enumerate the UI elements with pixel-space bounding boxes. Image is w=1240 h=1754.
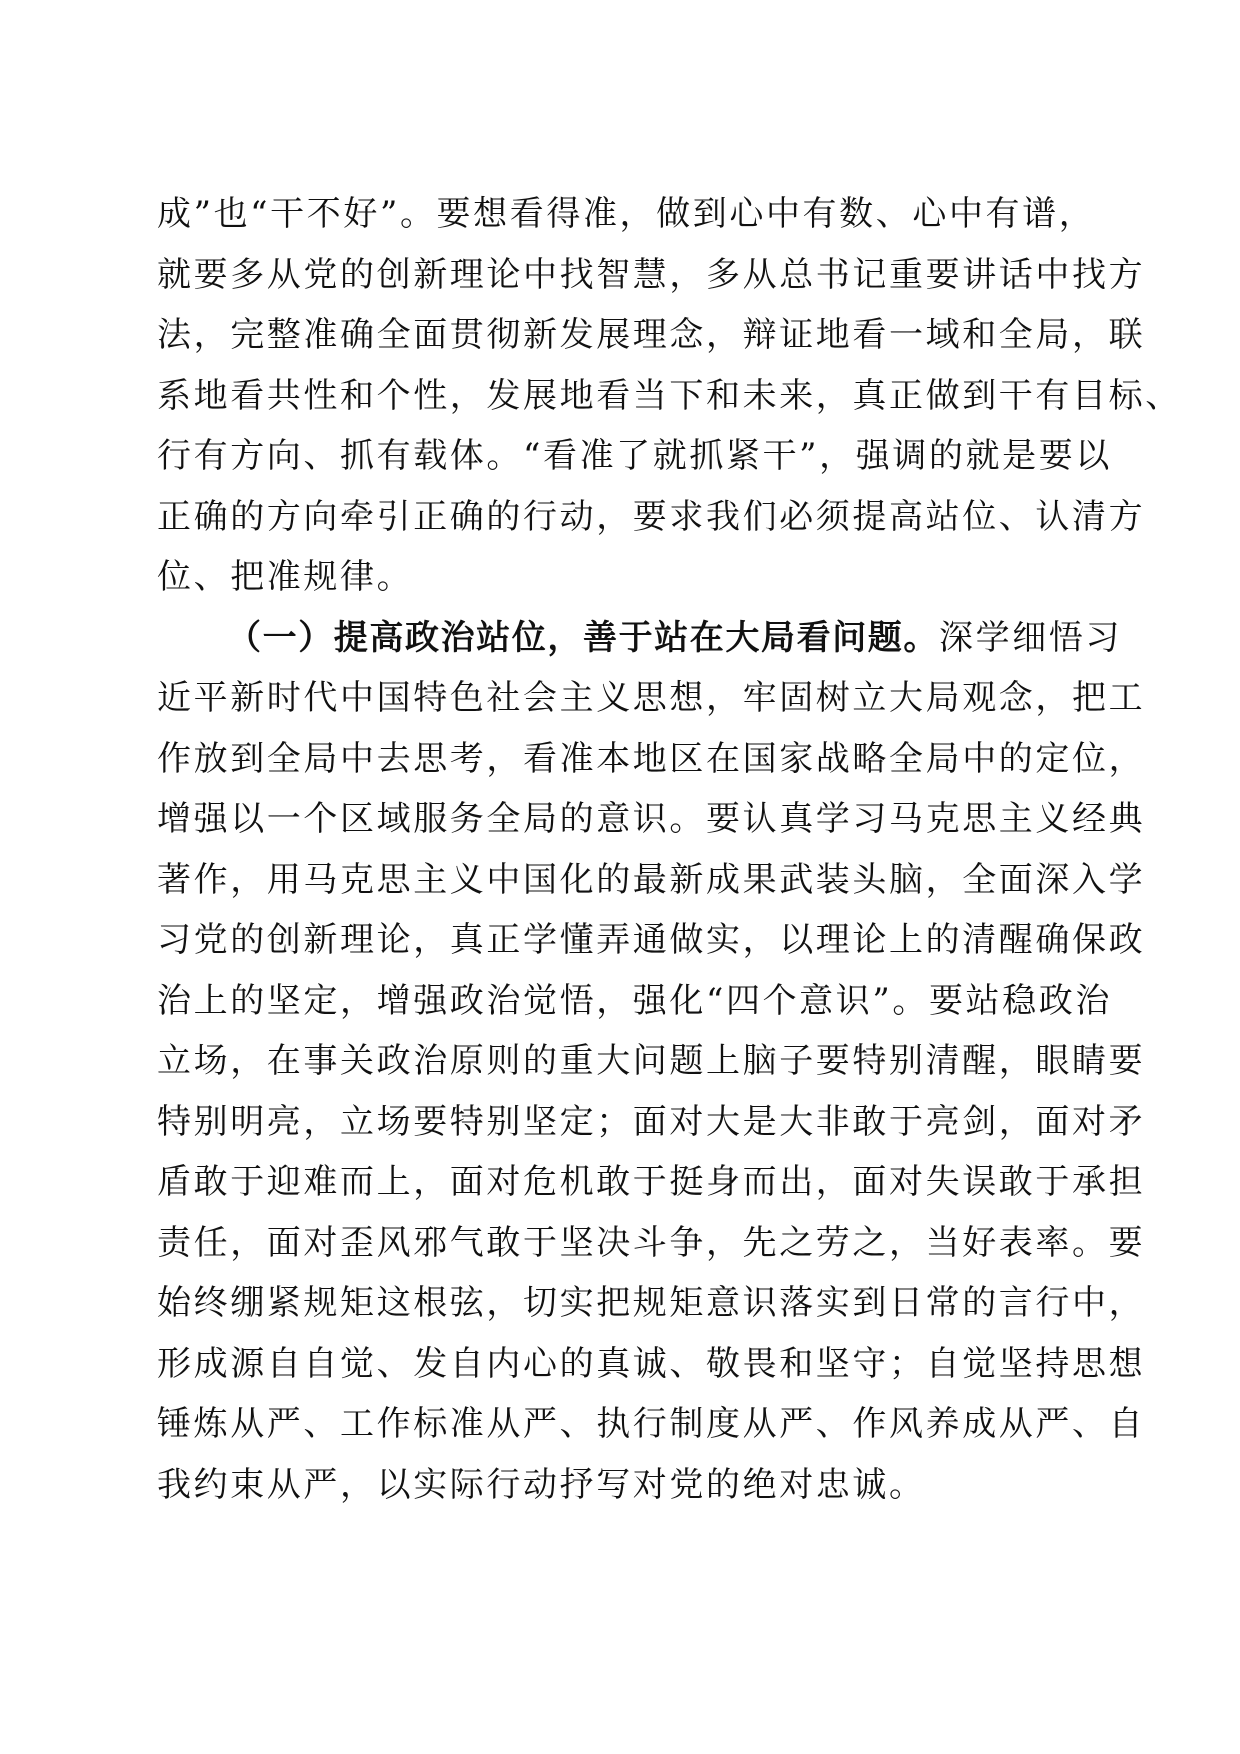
text-line: 盾敢于迎难而上，面对危机敢于挺身而出，面对失误敢于承担 [157,1162,1146,1202]
text-line: 责任，面对歪风邪气敢于坚决斗争，先之劳之，当好表率。要 [157,1222,1146,1263]
section-heading: （一）提高政治站位，善于站在大局看问题。 [227,617,939,658]
text-line: 治上的坚定，增强政治觉悟，强化“四个意识”。要站稳政治 [157,980,1112,1021]
text-line: 锤炼从严、工作标准从严、执行制度从严、作风养成从严、自 [157,1404,1146,1444]
paragraph-2 [157,608,1146,1516]
text-line: 增强以一个区域服务全局的意识。要认真学习马克思主义经典 [157,799,1146,839]
text-line: 法，完整准确全面贯彻新发展理念，辩证地看一域和全局，联 [157,315,1146,355]
section-first-line [157,608,1122,669]
text-line: 成”也“干不好”。要想看得准，做到心中有数、心中有谱， [157,194,1096,234]
text-line: 始终绷紧规矩这根弦，切实把规矩意识落实到日常的言行中， [157,1283,1146,1323]
text-line: 著作，用马克思主义中国化的最新成果武装头脑，全面深入学 [157,859,1146,900]
text-line: 行有方向、抓有载体。“看准了就抓紧干”，强调的就是要以 [157,436,1112,476]
text-line: 我约束从严，以实际行动抒写对党的绝对忠诚。 [157,1464,926,1505]
text-line: 系地看共性和个性，发展地看当下和未来，真正做到干有目标、 [157,375,1182,416]
text-line: 作放到全局中去思考，看准本地区在国家战略全局中的定位， [157,738,1146,779]
paragraph-1 [157,184,1182,608]
text-line: 立场，在事关政治原则的重大问题上脑子要特别清醒，眼睛要 [157,1041,1146,1081]
text-line: 习党的创新理论，真正学懂弄通做实，以理论上的清醒确保政 [157,920,1146,960]
document-body [157,184,1182,1515]
text-line: 位、把准规律。 [157,557,414,597]
section-first-line-text: 深学细悟习 [939,617,1122,658]
text-line: 就要多从党的创新理论中找智慧，多从总书记重要讲话中找方 [157,254,1146,295]
text-line: 形成源自自觉、发自内心的真诚、敬畏和坚守；自觉坚持思想 [157,1343,1146,1384]
text-line: 近平新时代中国特色社会主义思想，牢固树立大局观念，把工 [157,678,1146,718]
text-line: 正确的方向牵引正确的行动，要求我们必须提高站位、认清方 [157,496,1146,537]
text-line: 特别明亮，立场要特别坚定；面对大是大非敢于亮剑，面对矛 [157,1101,1146,1142]
